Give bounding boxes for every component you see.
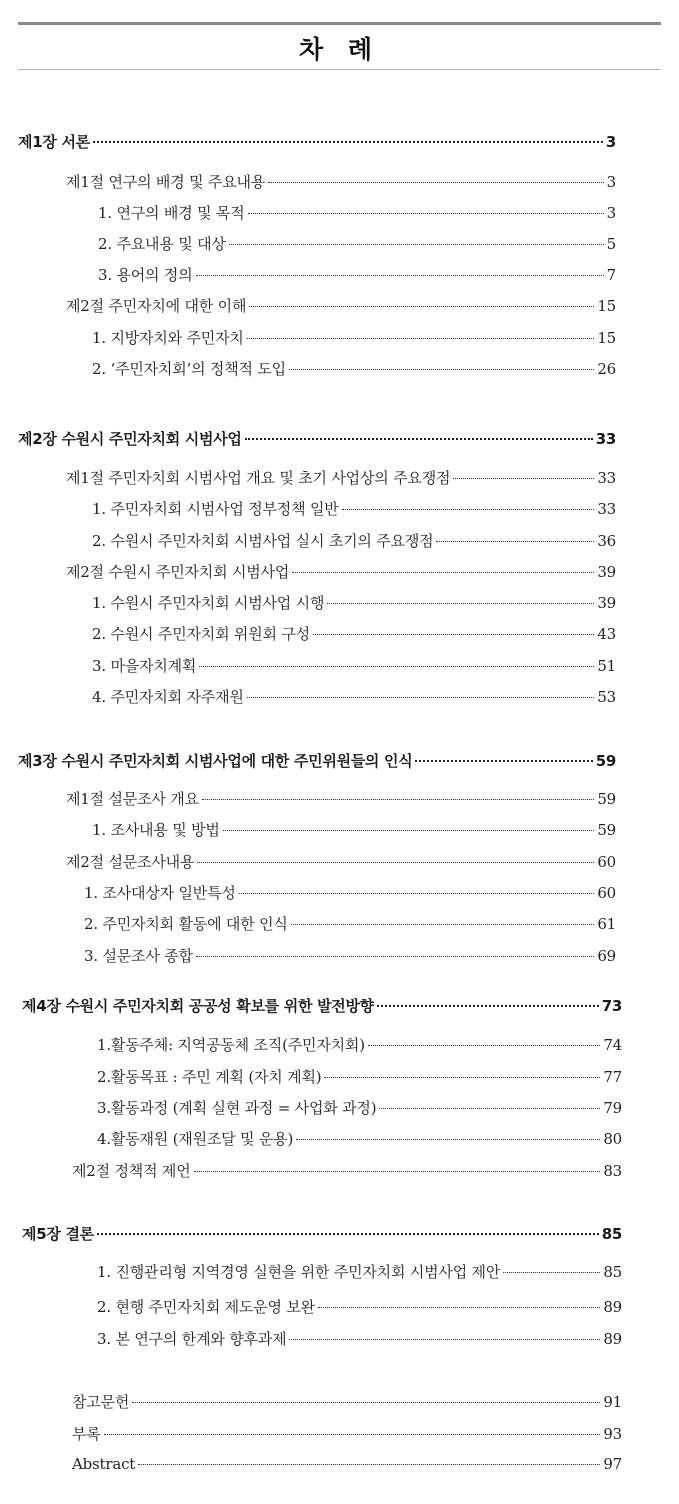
toc-title: 제1절 설문조사 개요 [66, 790, 199, 808]
toc-title: 2.활동목표 : 주민 계획 (자치 계획) [97, 1068, 322, 1086]
toc-item[interactable] [84, 913, 616, 934]
toc-page: 39 [597, 594, 616, 612]
dot-leader [377, 1005, 599, 1007]
toc-item[interactable] [92, 592, 616, 613]
dot-leader [196, 956, 595, 957]
toc-title: 1. 조사대상자 일반특성 [84, 884, 236, 902]
dot-leader [503, 1272, 600, 1273]
toc-page: 15 [597, 329, 616, 347]
dot-leader [202, 799, 595, 800]
toc-page: 39 [597, 563, 616, 581]
toc-item[interactable] [92, 530, 616, 551]
toc-page: 74 [603, 1036, 622, 1054]
toc-item[interactable] [97, 1066, 622, 1087]
dot-leader [104, 1434, 601, 1435]
toc-chapter[interactable] [18, 750, 616, 771]
toc-title: 제1절 주민자치회 시범사업 개요 및 초기 사업상의 주요쟁점 [66, 469, 451, 487]
toc-page: 59 [597, 790, 616, 808]
toc-title: 제1장 서론 [18, 133, 90, 151]
toc-backmatter[interactable] [72, 1455, 622, 1473]
toc-item[interactable] [92, 655, 616, 676]
toc-page: 60 [597, 884, 616, 902]
toc-title: 3. 설문조사 종합 [84, 947, 193, 965]
toc-page: 89 [603, 1330, 622, 1348]
toc-title: Abstract [72, 1455, 136, 1473]
toc-section[interactable] [66, 467, 616, 488]
dot-leader [249, 306, 594, 307]
dot-leader [245, 438, 593, 440]
toc-page: 36 [597, 532, 616, 550]
toc-title: 제5장 결론 [22, 1225, 94, 1243]
dot-leader [379, 1108, 600, 1109]
toc-page: 85 [601, 1225, 622, 1243]
toc-title: 1. 지방자치와 주민자치 [92, 329, 244, 347]
toc-page: 59 [595, 752, 616, 770]
toc-backmatter[interactable] [72, 1391, 622, 1412]
toc-title: 3. 용어의 정의 [98, 266, 193, 284]
toc-title: 참고문헌 [72, 1393, 130, 1411]
dot-leader [197, 862, 594, 863]
toc-item[interactable] [92, 819, 616, 840]
toc-title: 제3장 수원시 주민자치회 시범사업에 대한 주민위원들의 인식 [18, 752, 413, 770]
toc-section[interactable] [66, 851, 616, 872]
toc-title: 1.활동주체: 지역공동체 조직(주민자치회) [97, 1036, 365, 1054]
toc-page: 83 [603, 1162, 622, 1180]
dot-leader [318, 1307, 600, 1308]
dot-leader [296, 1139, 600, 1140]
toc-page: 33 [595, 430, 616, 448]
toc-section[interactable] [66, 788, 616, 809]
toc-item[interactable] [98, 202, 616, 223]
toc-title: 2. 수원시 주민자치회 시범사업 실시 초기의 주요쟁점 [92, 532, 434, 550]
toc-title: 제2절 정책적 제언 [72, 1162, 191, 1180]
toc-item[interactable] [97, 1296, 622, 1317]
dot-leader [291, 924, 595, 925]
toc-title: 1. 주민자치회 시범사업 정부정책 일반 [92, 500, 339, 518]
dot-leader [313, 634, 594, 635]
toc-page: 51 [597, 657, 616, 675]
toc-title: 2. 현행 주민자치회 제도운영 보완 [97, 1298, 315, 1316]
toc-title: 제2절 주민자치에 대한 이해 [66, 297, 247, 315]
page-title: 차 례 [298, 35, 380, 64]
toc-page: 89 [603, 1298, 622, 1316]
toc-page: 33 [597, 500, 616, 518]
toc-section[interactable] [72, 1160, 622, 1181]
toc-title: 3.활동과정 (계획 실현 과정 = 사업화 과정) [97, 1099, 377, 1117]
toc-item[interactable] [97, 1097, 622, 1118]
toc-item[interactable] [97, 1034, 622, 1055]
dot-leader [223, 830, 595, 831]
dot-leader [289, 1339, 600, 1340]
toc-page: 80 [603, 1130, 622, 1148]
toc-title: 3. 마을자치계획 [92, 657, 197, 675]
toc-page: 79 [603, 1099, 622, 1117]
toc-item[interactable] [98, 233, 616, 254]
toc-page: 93 [603, 1425, 622, 1443]
dot-leader [196, 275, 604, 276]
dot-leader [248, 213, 604, 214]
toc-chapter[interactable] [22, 1223, 622, 1244]
toc-backmatter[interactable] [72, 1423, 622, 1444]
dot-leader [436, 541, 594, 542]
toc-title: 부록 [72, 1425, 101, 1443]
toc-title: 제4장 수원시 주민자치회 공공성 확보를 위한 발전방향 [22, 997, 374, 1015]
toc-title: 제2장 수원시 주민자치회 시범사업 [18, 430, 242, 448]
dot-leader [138, 1464, 600, 1465]
toc-title: 제1절 연구의 배경 및 주요내용 [66, 173, 266, 191]
dot-leader [327, 603, 594, 604]
dot-leader [239, 893, 595, 894]
toc-item[interactable] [84, 945, 616, 966]
dot-leader [292, 572, 594, 573]
toc-page: 5 [606, 235, 616, 253]
dot-leader [324, 1077, 600, 1078]
dot-leader [247, 697, 595, 698]
toc-title: 4. 주민자치회 자주재원 [92, 688, 244, 706]
toc-page: 33 [597, 469, 616, 487]
toc-item[interactable] [92, 498, 616, 519]
dot-leader [93, 141, 603, 143]
toc-item[interactable] [92, 686, 616, 707]
dot-leader [342, 509, 595, 510]
toc-page: 26 [597, 360, 616, 378]
toc-section[interactable] [66, 561, 616, 582]
dot-leader [194, 1171, 601, 1172]
toc-chapter[interactable] [18, 428, 616, 449]
toc-page: 97 [603, 1455, 622, 1473]
dot-leader [97, 1233, 599, 1235]
toc-title: 제2절 수원시 주민자치회 시범사업 [66, 563, 290, 581]
dot-leader [453, 478, 594, 479]
toc-title: 1. 연구의 배경 및 목적 [98, 204, 245, 222]
toc-item[interactable] [84, 882, 616, 903]
toc-title: 3. 본 연구의 한계와 향후과제 [97, 1330, 287, 1348]
toc-title: 2. ‘주민자치회’의 정책적 도입 [92, 360, 286, 378]
toc-page: 73 [601, 997, 622, 1015]
toc-item[interactable] [97, 1328, 622, 1349]
toc-page: 3 [606, 204, 616, 222]
toc-item[interactable] [97, 1261, 622, 1282]
toc-page: 43 [597, 625, 616, 643]
dot-leader [132, 1402, 600, 1403]
toc-title: 2. 주민자치회 활동에 대한 인식 [84, 915, 288, 933]
toc-item[interactable] [92, 358, 616, 379]
dot-leader [199, 666, 594, 667]
toc-section[interactable] [66, 295, 616, 316]
toc-page: 59 [597, 821, 616, 839]
toc-item[interactable] [97, 1128, 622, 1149]
toc-page: 53 [597, 688, 616, 706]
dot-leader [268, 182, 604, 183]
toc-title: 2. 주요내용 및 대상 [98, 235, 226, 253]
toc-title: 1. 조사내용 및 방법 [92, 821, 220, 839]
toc-item[interactable] [92, 327, 616, 348]
toc-chapter[interactable] [22, 995, 622, 1016]
toc-page: 85 [603, 1263, 622, 1281]
toc-title: 1. 진행관리형 지역경영 실현을 위한 주민자치회 시범사업 제안 [97, 1263, 501, 1281]
toc-page: 91 [603, 1393, 622, 1411]
toc-section[interactable] [66, 171, 616, 192]
toc-page: 7 [606, 266, 616, 284]
toc-page: 69 [597, 947, 616, 965]
toc-page: 3 [605, 133, 616, 151]
dot-leader [368, 1045, 600, 1046]
toc-page: 3 [606, 173, 616, 191]
toc-chapter[interactable] [18, 131, 616, 152]
toc-page: 60 [597, 853, 616, 871]
toc-page: 15 [597, 297, 616, 315]
toc-item[interactable] [98, 264, 616, 285]
toc-title: 1. 수원시 주민자치회 시범사업 시행 [92, 594, 325, 612]
dot-leader [247, 338, 595, 339]
toc-item[interactable] [92, 623, 616, 644]
toc-page: 77 [603, 1068, 622, 1086]
toc-title: 2. 수원시 주민자치회 위원회 구성 [92, 625, 310, 643]
toc-title: 4.활동재원 (재원조달 및 운용) [97, 1130, 294, 1148]
dot-leader [289, 369, 594, 370]
dot-leader [415, 760, 592, 762]
toc-title: 제2절 설문조사내용 [66, 853, 195, 871]
toc-page: 61 [597, 915, 616, 933]
dot-leader [229, 244, 604, 245]
